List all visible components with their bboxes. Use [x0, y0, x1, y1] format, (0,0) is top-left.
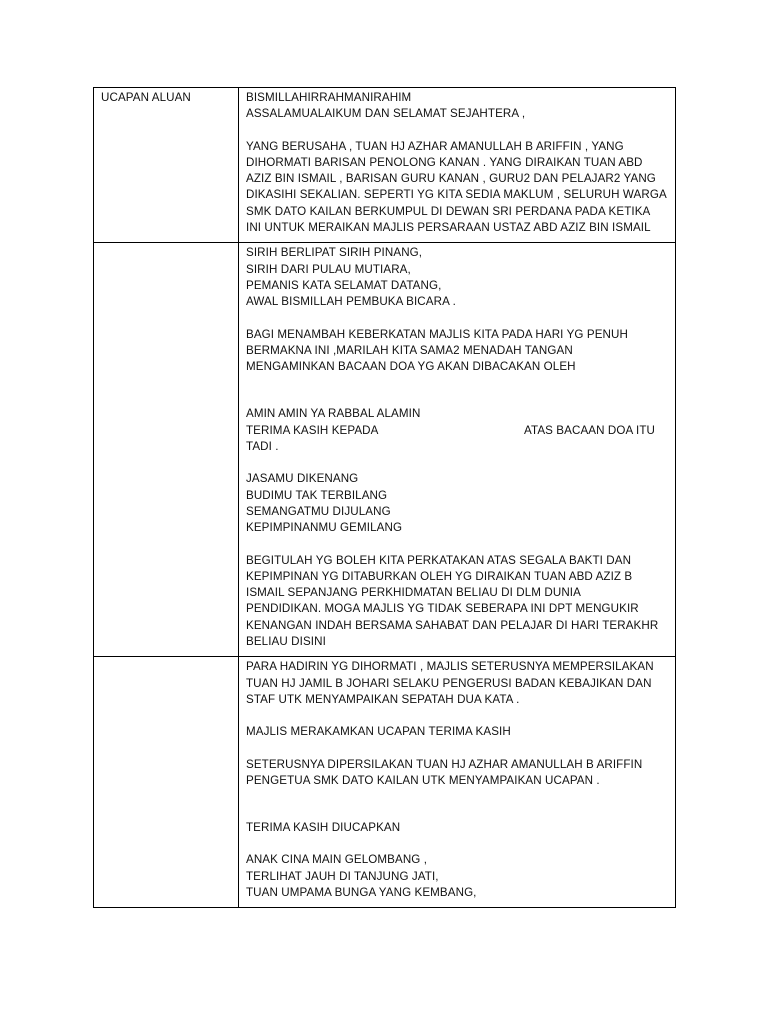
text-line: DIKASIHI SEKALIAN. SEPERTI YG KITA SEDIA MAKLUM , SELURUH WARGA	[246, 188, 667, 202]
text-line: BELIAU DISINI	[246, 635, 326, 649]
text-line: BEGITULAH YG BOLEH KITA PERKATAKAN ATAS SEGALA BAKTI DAN	[246, 553, 632, 567]
text-line: STAF UTK MENYAMPAIKAN SEPATAH DUA KATA .	[246, 692, 520, 706]
paragraph-gap	[246, 311, 669, 327]
paragraph-gap	[246, 708, 669, 724]
paragraph-gap	[246, 741, 669, 757]
text-line: MENGAMINKAN BACAAN DOA YG AKAN DIBACAKAN OLEH	[246, 360, 576, 374]
ceremony-script-table	[93, 87, 676, 908]
text-line: ISMAIL SEPANJANG PERKHIDMATAN BELIAU DI DLM DUNIA	[246, 586, 581, 600]
text-line: KENANGAN INDAH BERSAMA SAHABAT DAN PELAJAR DI HARI TERAKHR	[246, 618, 659, 632]
paragraph-gap	[246, 123, 669, 139]
row-content-cell	[239, 657, 676, 908]
thanks-right-text: ATAS BACAAN DOA ITU	[524, 423, 655, 437]
text-line: AZIZ BIN ISMAIL , BARISAN GURU KANAN , GURU2 DAN PELAJAR2 YANG	[246, 172, 656, 186]
thanks-line	[246, 423, 669, 439]
pantun-line: SEMANGATMU DIJULANG	[246, 504, 391, 518]
table-row	[94, 243, 676, 657]
pantun-line: BUDIMU TAK TERBILANG	[246, 488, 388, 502]
text-line: KEPIMPINAN YG DITABURKAN OLEH YG DIRAIKAN TUAN ABD AZIZ B	[246, 569, 633, 583]
row-label-cell	[94, 88, 239, 243]
paragraph-gap	[246, 455, 669, 471]
text-line: TUAN HJ JAMIL B JOHARI SELAKU PENGERUSI BADAN KEBAJIKAN DAN	[246, 676, 652, 690]
text-line: BISMILLAHIRRAHMANIRAHIM	[246, 91, 412, 104]
pantun-line: TUAN UMPAMA BUNGA YANG KEMBANG,	[246, 885, 477, 899]
paragraph-gap	[246, 836, 669, 852]
text-line: BAGI MENAMBAH KEBERKATAN MAJLIS KITA PADA HARI YG PENUH	[246, 327, 628, 341]
row-label-cell	[94, 243, 239, 657]
text-line: SMK DATO KAILAN BERKUMPUL DI DEWAN SRI PERDANA PADA KETIKA	[246, 204, 651, 218]
text-line: DIHORMATI BARISAN PENOLONG KANAN . YANG DIRAIKAN TUAN ABD	[246, 155, 643, 169]
pantun-line: SIRIH BERLIPAT SIRIH PINANG,	[246, 246, 423, 260]
text-line: AMIN AMIN YA RABBAL ALAMIN	[246, 407, 421, 421]
text-line: BERMAKNA INI ,MARILAH KITA SAMA2 MENADAH TANGAN	[246, 343, 573, 357]
text-line: INI UNTUK MERAIKAN MAJLIS PERSARAAN USTAZ ABD AZIZ BIN ISMAIL	[246, 221, 651, 235]
pantun-line: KEPIMPINANMU GEMILANG	[246, 521, 403, 535]
row-content-cell	[239, 88, 676, 243]
table-row	[94, 657, 676, 908]
row-label-cell	[94, 657, 239, 908]
text-line: YANG BERUSAHA , TUAN HJ AZHAR AMANULLAH B ARIFFIN , YANG	[246, 139, 624, 153]
pantun-line: TERLIHAT JAUH DI TANJUNG JATI,	[246, 869, 439, 883]
text-line: SETERUSNYA DIPERSILAKAN TUAN HJ AZHAR AMANULLAH B ARIFFIN	[246, 757, 643, 771]
row-content-cell	[239, 243, 676, 657]
thanks-left-text: TERIMA KASIH KEPADA	[246, 423, 379, 437]
text-line: TADI .	[246, 440, 279, 454]
paragraph-gap	[246, 375, 669, 406]
pantun-line: SIRIH DARI PULAU MUTIARA,	[246, 262, 411, 276]
paragraph-gap	[246, 789, 669, 820]
text-line: MAJLIS MERAKAMKAN UCAPAN TERIMA KASIH	[246, 725, 511, 739]
pantun-line: ANAK CINA MAIN GELOMBANG ,	[246, 853, 428, 867]
table-row	[94, 88, 676, 243]
text-line: TERIMA KASIH DIUCAPKAN	[246, 821, 401, 835]
pantun-line: PEMANIS KATA SELAMAT DATANG,	[246, 278, 442, 292]
paragraph-gap	[246, 537, 669, 553]
row-label: UCAPAN ALUAN	[101, 91, 191, 104]
text-line: PENDIDIKAN. MOGA MAJLIS YG TIDAK SEBERAPA INI DPT MENGUKIR	[246, 602, 639, 616]
pantun-line: AWAL BISMILLAH PEMBUKA BICARA .	[246, 295, 456, 309]
text-line: PENGETUA SMK DATO KAILAN UTK MENYAMPAIKAN UCAPAN .	[246, 773, 600, 787]
pantun-line: JASAMU DIKENANG	[246, 472, 359, 486]
text-line: PARA HADIRIN YG DIHORMATI , MAJLIS SETERUSNYA MEMPERSILAKAN	[246, 660, 654, 674]
text-line: ASSALAMUALAIKUM DAN SELAMAT SEJAHTERA ,	[246, 107, 526, 121]
